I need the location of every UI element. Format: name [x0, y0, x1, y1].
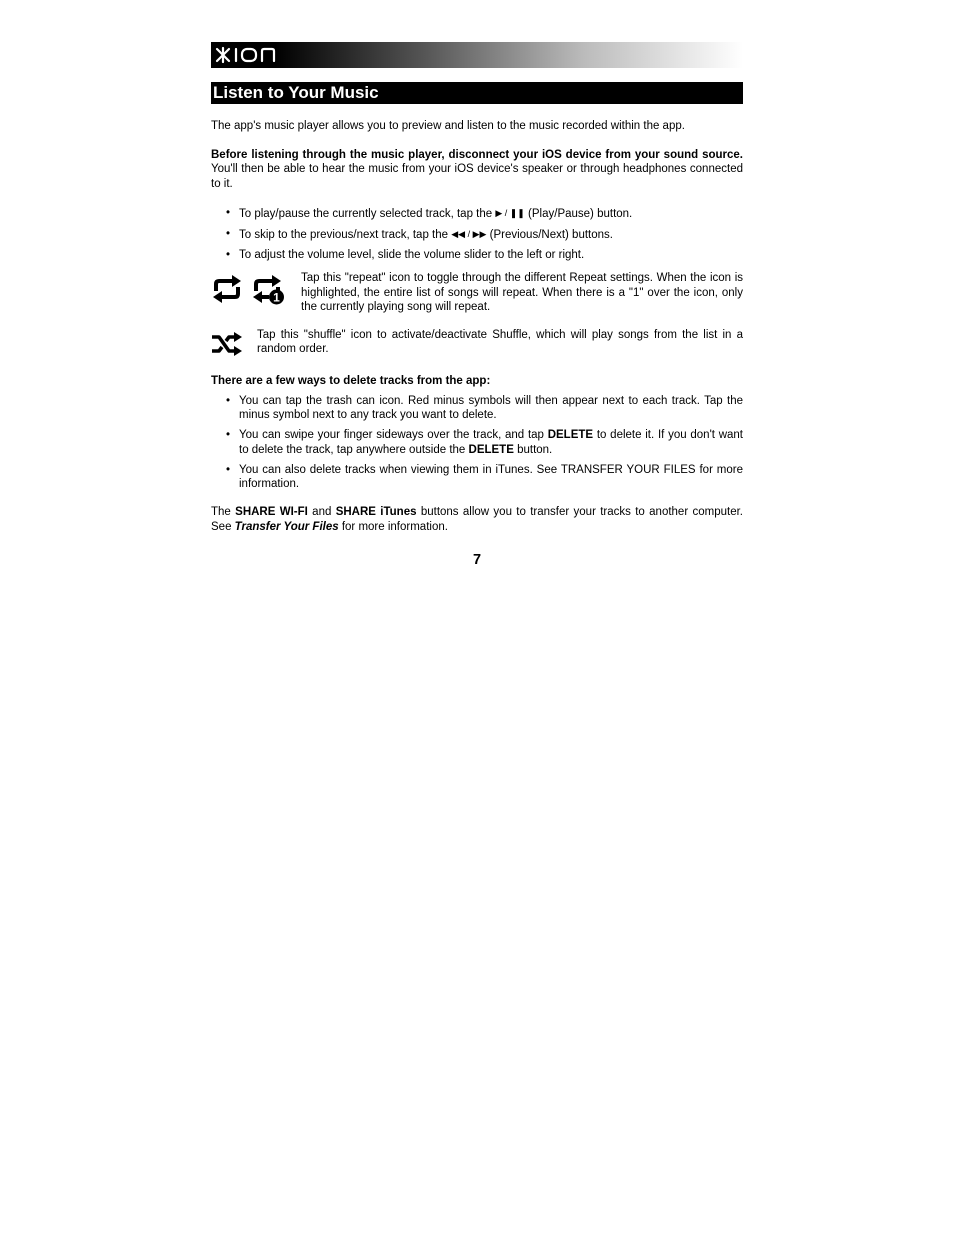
share-wifi-label: SHARE WI-FI [235, 506, 308, 519]
repeat-icon [211, 275, 243, 303]
list-text: You can swipe your finger sideways over the track, and tap [239, 429, 548, 442]
repeat-one-badge: 1 [273, 290, 280, 305]
list-text: button. [513, 443, 553, 456]
list-item: • You can tap the trash can icon. Red minus symbols will then appear next to each track. Tap the minus symbol next to any track you want to delete. [211, 394, 743, 423]
previous-next-icon: ◀◀ / ▶▶ [451, 229, 487, 240]
shuffle-description: Tap this "shuffle" icon to activate/deactivate Shuffle, which will play songs from the list in a random order. [257, 328, 743, 356]
shuffle-icon [211, 332, 243, 356]
play-pause-icon: ▶ / ❚❚ [495, 208, 525, 219]
page-number: 7 [472, 552, 482, 569]
share-itunes-label: SHARE iTunes [335, 506, 417, 519]
list-item [211, 428, 743, 457]
shuffle-section [211, 328, 743, 361]
warning-bold: Before listening through the music player, disconnect your iOS device from your sound source. [211, 148, 743, 161]
section-title: Listen to Your Music [211, 82, 743, 104]
ion-logo [214, 46, 286, 64]
shuffle-icons [211, 328, 257, 361]
manual-page [211, 42, 743, 568]
share-paragraph [211, 505, 743, 534]
list-item [211, 227, 743, 243]
share-text: buttons allow you to transfer your tracks to another computer. See [211, 506, 743, 533]
delete-list [211, 394, 743, 492]
transfer-files-reference: Transfer Your Files [234, 520, 339, 533]
repeat-one-icon [251, 275, 285, 305]
list-item: • You can also delete tracks when viewing them in iTunes. See TRANSFER YOUR FILES for more information. [211, 463, 743, 492]
intro-paragraph: The app's music player allows you to preview and listen to the music recorded within the app. [211, 120, 685, 132]
repeat-description: Tap this "repeat" icon to toggle through the different Repeat settings. When the icon is highlighted, the entire list of songs will repeat. When there is a "1" over the icon, only the currently playing song will repeat. [301, 271, 743, 314]
delete-heading: There are a few ways to delete tracks from the app: [211, 374, 491, 387]
list-item [211, 206, 743, 222]
list-text: to delete it. If you don't want to delete the track, tap anywhere outside the [239, 429, 744, 456]
warning-rest: You'll then be able to hear the music from your iOS device's speaker or through headphones connected to it. [211, 163, 743, 190]
list-text: (Previous/Next) buttons. [486, 229, 613, 242]
repeat-icons [211, 271, 301, 305]
share-text: The [211, 506, 236, 519]
share-text: and [307, 506, 336, 519]
disconnect-warning [211, 148, 743, 192]
list-text: (Play/Pause) button. [524, 208, 633, 221]
list-item: • To adjust the volume level, slide the volume slider to the left or right. [211, 248, 743, 263]
share-text: for more information. [338, 520, 448, 533]
list-text: To skip to the previous/next track, tap the [239, 229, 452, 242]
delete-keyword: DELETE [547, 429, 594, 442]
logo-text: ION [214, 46, 216, 47]
controls-list [211, 206, 743, 263]
header-bar [211, 42, 743, 68]
delete-keyword: DELETE [468, 443, 514, 456]
repeat-section [211, 271, 743, 315]
list-text: To play/pause the currently selected track, tap the [239, 208, 496, 221]
